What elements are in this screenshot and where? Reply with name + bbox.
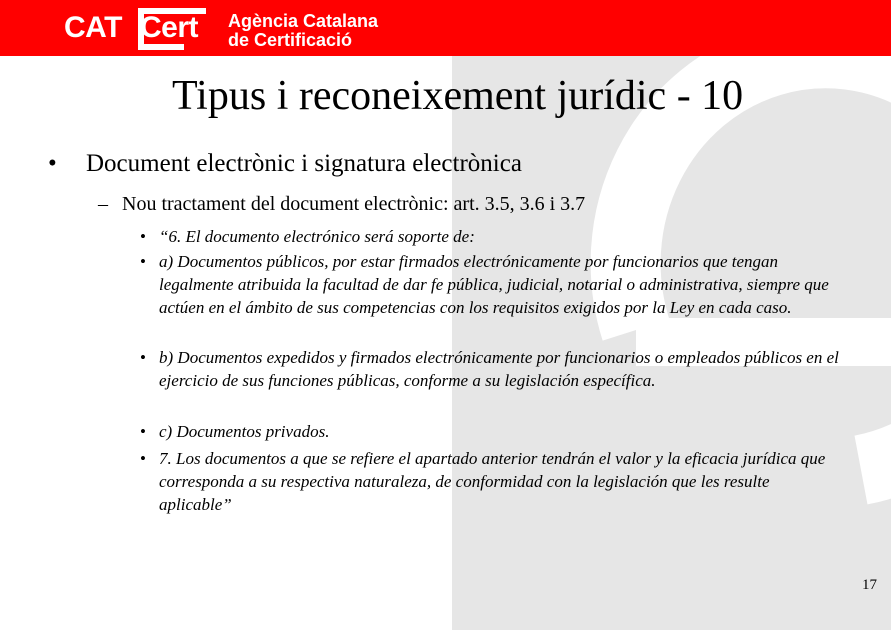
bullet-dash: – — [98, 193, 108, 215]
bullet-level3-item: • b) Documentos expedidos y firmados electrónicamente por funcionarios o empleados públicos en el ejercicio de sus funciones públicas, conforme a su legislación específica. — [140, 348, 839, 390]
logo-cat-text: CAT — [64, 11, 122, 44]
bullet-level3-item: • 7. Los documentos a que se refiere el apartado anterior tendrán el valor y la eficacia jurídica que corresponda a su respectiva naturaleza, de conformidad con la legislación que les resulte aplicable” — [140, 449, 826, 514]
header-bar — [0, 0, 891, 56]
slide-title: Tipus i reconeixement jurídic - 10 — [172, 73, 744, 119]
bullet-level3-item: • c) Documentos privados. — [140, 422, 330, 441]
catcert-logo — [0, 0, 891, 56]
page-number: 17 — [862, 577, 877, 593]
bullet-level3-item: • a) Documentos públicos, por estar firmados electrónicamente por funcionarios que tengan legalmente atribuida la facultad de dar fe pública, judicial, notarial o administrativa, siempre que actúen en el ámbito de sus competencias con los requisitos exigidos por la Ley en cada caso. — [140, 252, 829, 317]
bullet-level3-item: • “6. El documento electrónico será soporte de: — [140, 227, 475, 246]
logo-cert-text: Cert — [140, 11, 199, 44]
bullet-dot: • — [48, 150, 57, 177]
bullet-level2-text: Nou tractament del document electrònic: art. 3.5, 3.6 i 3.7 — [122, 193, 586, 215]
bullet-level1-text: Document electrònic i signatura electrònica — [86, 150, 522, 177]
logo-subtitle: Agència Catalana de Certificació — [228, 11, 379, 50]
